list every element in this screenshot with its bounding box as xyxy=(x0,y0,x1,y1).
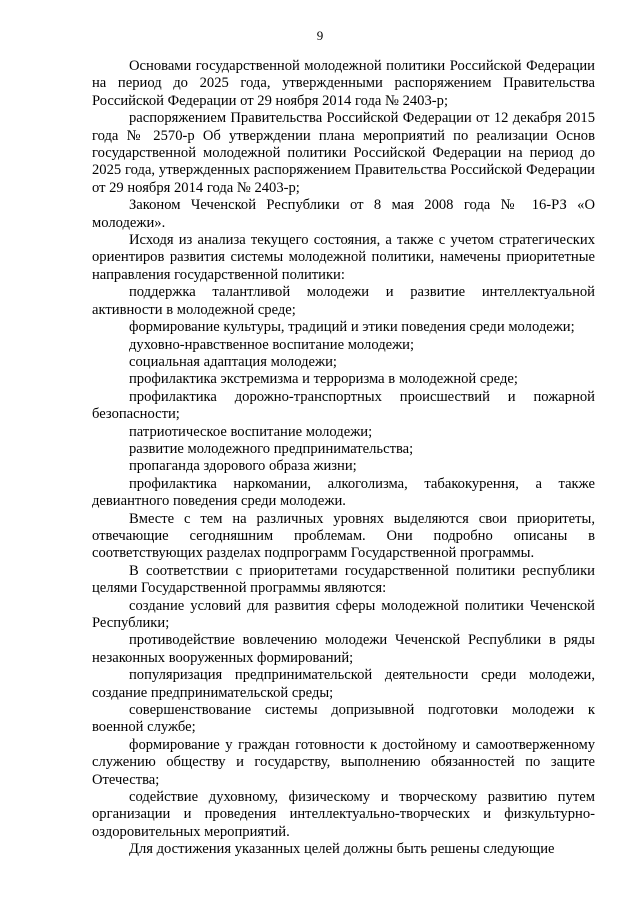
list-item: пропаганда здорового образа жизни; xyxy=(129,458,357,475)
paragraph: Для достижения указанных целей должны быть решены следующие xyxy=(129,841,555,858)
list-item: поддержка талантливой молодежи и развитие интеллектуальной активности в молодежной среде; xyxy=(92,284,595,318)
list-item: создание условий для развития сферы молодежной политики Чеченской Республики; xyxy=(92,597,595,631)
list-item: совершенствование системы допризывной подготовки молодежи к военной службе; xyxy=(92,702,595,736)
paragraph: В соответствии с приоритетами государственной политики республики целями Государственной программы являются: xyxy=(92,562,595,597)
page-number: 9 xyxy=(316,28,324,43)
list-item: содействие духовному, физическому и творческому развитию путем организации и проведения интеллектуально-творческих и физкультурно-оздоровительных мероприятий. xyxy=(92,789,595,840)
list-item: профилактика экстремизма и терроризма в молодежной среде; xyxy=(129,371,518,388)
list-item: патриотическое воспитание молодежи; xyxy=(129,423,373,440)
paragraph: Основами государственной молодежной политики Российской Федерации на период до 2025 года, утвержденными распоряжением Правительства Российской Федерации от 29 ноября 2014 года № 2403-р; xyxy=(92,58,595,109)
document-body xyxy=(92,58,595,859)
list-item: формирование у граждан готовности к достойному и самоотверженному служению обществу и государству, выполнению обязанностей по защите Отечества; xyxy=(92,736,595,788)
list-item: духовно-нравственное воспитание молодежи; xyxy=(129,336,415,353)
list-item: профилактика дорожно-транспортных происшествий и пожарной безопасности; xyxy=(92,388,595,423)
paragraph: Вместе с тем на различных уровнях выделяются свои приоритеты, отвечающие сегодняшним проблемам. Они подробно описаны в соответствующих разделах подпрограмм Государственной программы. xyxy=(92,510,595,562)
paragraph: Исходя из анализа текущего состояния, а также с учетом стратегических ориентиров развития системы молодежной политики, намечены приоритетные направления государственной политики: xyxy=(92,232,595,283)
list-item: формирование культуры, традиций и этики поведения среди молодежи; xyxy=(129,319,575,336)
list-item: популяризация предпринимательской деятельности среди молодежи, создание предпринимательской среды; xyxy=(92,667,595,701)
list-item: профилактика наркомании, алкоголизма, табакокурення, а также девиантного поведения среди молодежи. xyxy=(92,475,595,510)
list-item: развитие молодежного предпринимательства; xyxy=(129,440,414,457)
paragraph: Законом Чеченской Республики от 8 мая 2008 года № 16-РЗ «О молодежи». xyxy=(92,197,595,231)
paragraph: распоряжением Правительства Российской Федерации от 12 декабря 2015 года № 2570-р Об утверждении плана мероприятий по реализации Основ государственной молодежной политики Российской Федерации на период до 2025 года, утвержденных распоряжением Правительства Российской Федерации от 29 ноября 2014 года № 2403-р; xyxy=(92,110,595,196)
list-item: противодействие вовлечению молодежи Чеченской Республики в ряды незаконных вооруженных формирований; xyxy=(92,632,595,666)
list-item: социальная адаптация молодежи; xyxy=(129,353,337,370)
